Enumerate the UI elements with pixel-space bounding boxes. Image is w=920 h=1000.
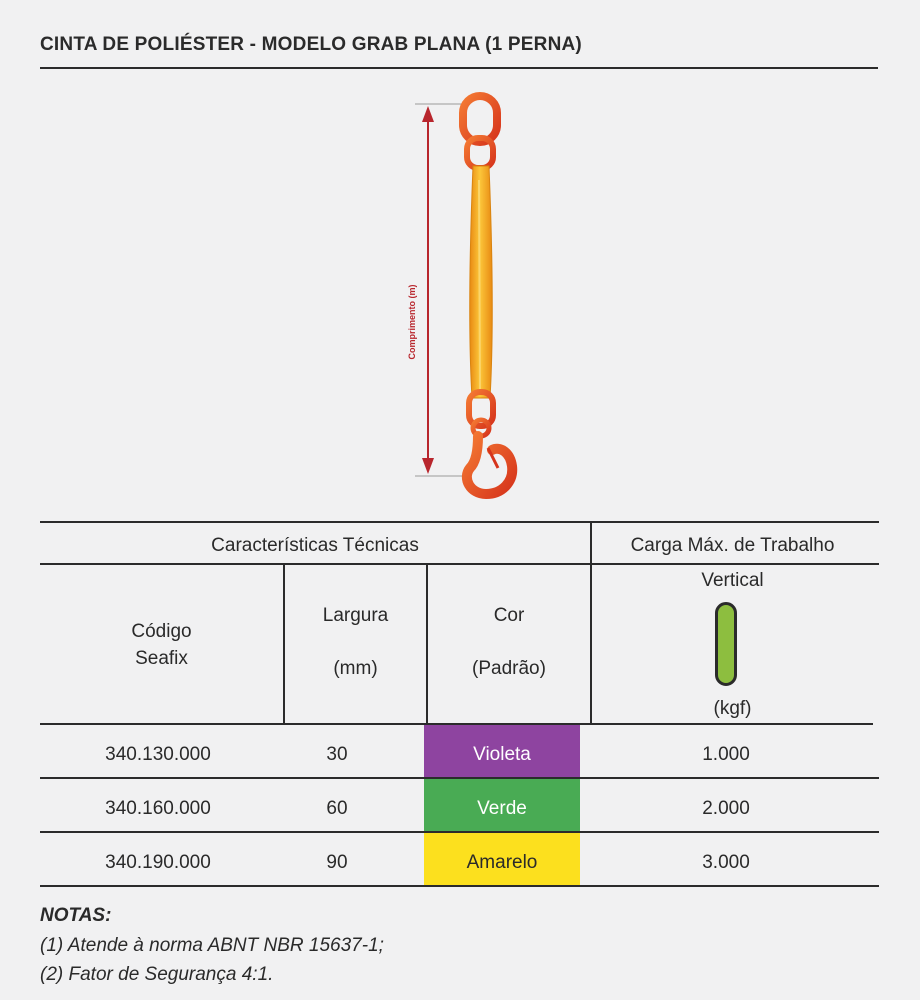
notes-title: NOTAS: bbox=[40, 905, 112, 926]
col-width-line2: (mm) bbox=[333, 658, 378, 679]
row1-color: Violeta bbox=[473, 744, 531, 765]
dimension-label: Comprimento (m) bbox=[407, 284, 417, 360]
row2-width: 60 bbox=[326, 798, 348, 819]
row3-width: 90 bbox=[326, 852, 348, 873]
row2-load: 2.000 bbox=[702, 798, 750, 819]
dimension-lines bbox=[415, 104, 468, 476]
header-rule bbox=[40, 563, 879, 565]
sling-diagram bbox=[400, 90, 530, 500]
row1-color-swatch bbox=[424, 725, 580, 777]
col-load-line1: Vertical bbox=[701, 570, 764, 591]
title-rule bbox=[40, 67, 878, 69]
row1-width: 30 bbox=[326, 744, 348, 765]
row1-load: 1.000 bbox=[702, 744, 750, 765]
row3-color-swatch bbox=[424, 833, 580, 885]
row2-code: 340.160.000 bbox=[105, 798, 211, 819]
col-color-line1: Cor bbox=[493, 605, 525, 626]
col-code-line1: Código bbox=[131, 621, 192, 642]
row1-code: 340.130.000 bbox=[105, 744, 211, 765]
row2-color-swatch bbox=[424, 779, 580, 831]
col-code-line2: Seafix bbox=[135, 648, 188, 669]
row2-color: Verde bbox=[477, 798, 527, 819]
col-divider-color bbox=[426, 565, 428, 723]
header-load: Carga Máx. de Trabalho bbox=[630, 535, 835, 556]
hook-icon bbox=[467, 436, 512, 494]
row3-load: 3.000 bbox=[702, 852, 750, 873]
polyester-strap bbox=[470, 166, 492, 398]
col-width-line1: Largura bbox=[322, 605, 389, 626]
note-2: (2) Fator de Segurança 4:1. bbox=[40, 964, 274, 985]
table-top-rule bbox=[40, 521, 879, 523]
note-1: (1) Atende à norma ABNT NBR 15637-1; bbox=[40, 935, 384, 956]
table-bottom-rule bbox=[40, 885, 879, 887]
row3-color: Amarelo bbox=[466, 852, 538, 873]
col-divider-width bbox=[283, 565, 285, 723]
master-link bbox=[463, 96, 497, 168]
col-color-line2: (Padrão) bbox=[472, 658, 546, 679]
vertical-sling-icon bbox=[715, 602, 737, 686]
col-load-line2: (kgf) bbox=[713, 698, 752, 719]
bottom-link bbox=[469, 392, 493, 436]
header-technical: Características Técnicas bbox=[211, 535, 419, 556]
page-title: CINTA DE POLIÉSTER - MODELO GRAB PLANA (1 PERNA) bbox=[40, 34, 582, 55]
row3-code: 340.190.000 bbox=[105, 852, 211, 873]
